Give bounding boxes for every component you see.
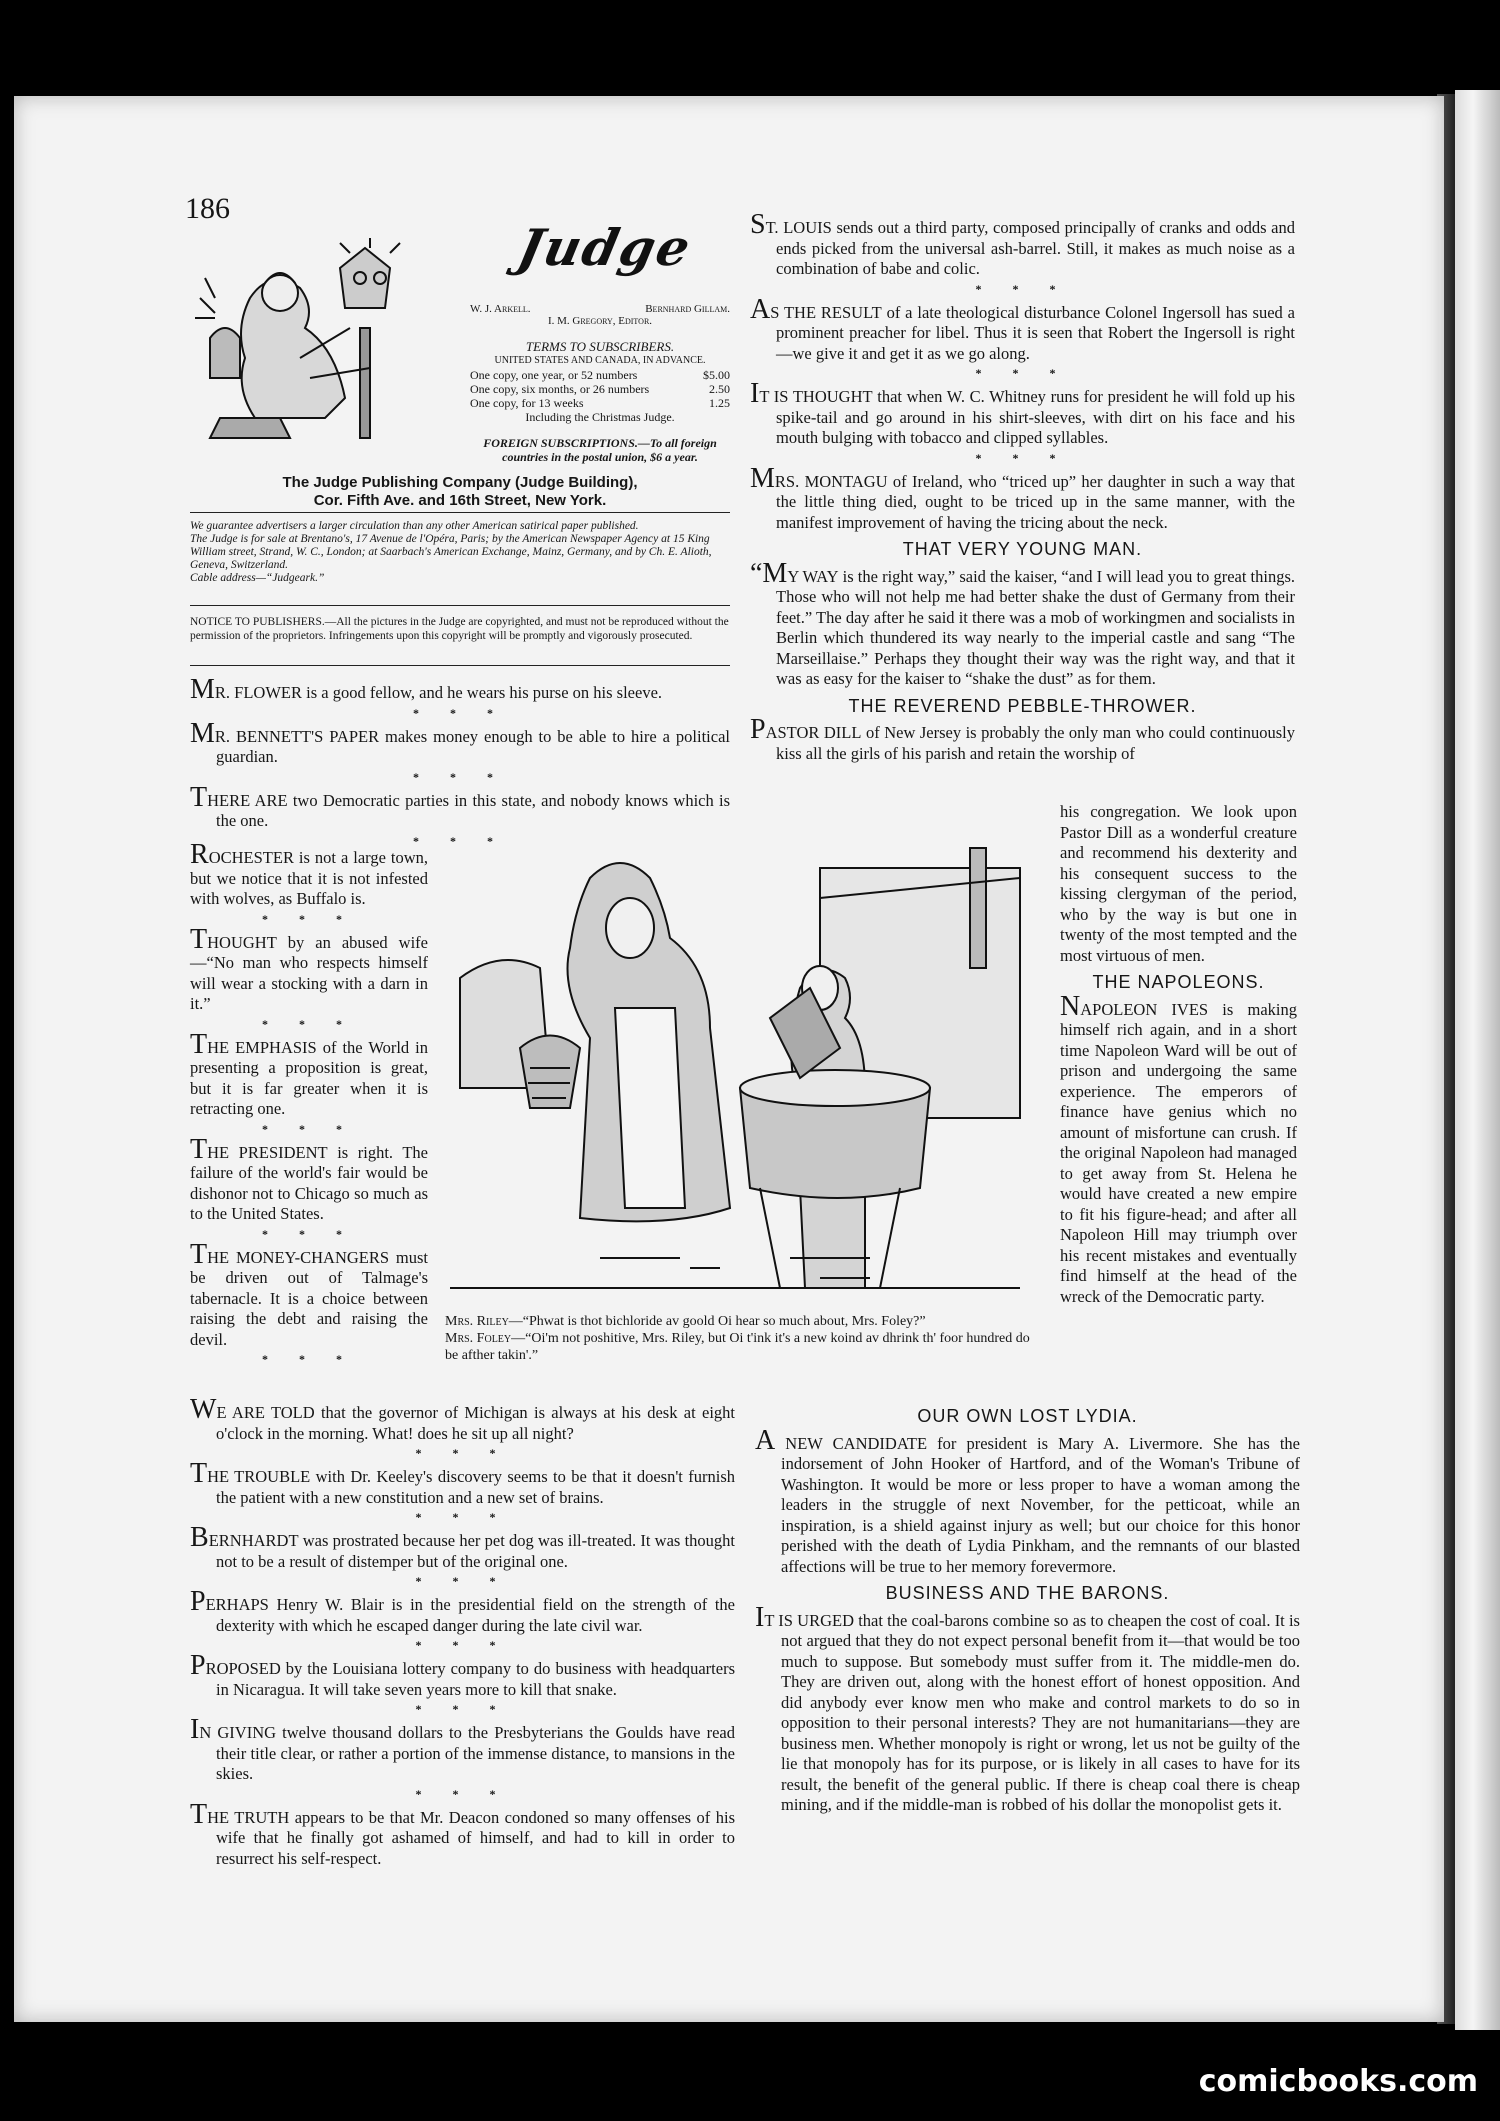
separator-stars: * * * bbox=[415, 1786, 510, 1801]
caption-foley: Mrs. Foley—“Oi'm not poshitive, Mrs. Riley, but Oi t'ink it's a new koind av dhrink th' foor hundred do be afther takin'.” bbox=[445, 1331, 1030, 1363]
paragraph: PASTOR DILL of New Jersey is probably the only man who could continuously kiss all the girls of his parish and retain the worship of bbox=[750, 714, 1295, 763]
paragraph: BERNHARDT was prostrated because her pet dog was ill-treated. It was thought not to be a result of distemper but of the original one. bbox=[190, 1522, 735, 1571]
cartoon-illustration bbox=[440, 838, 1030, 1308]
separator-stars: * * * bbox=[262, 1016, 356, 1031]
separator-stars: * * * bbox=[413, 769, 507, 784]
guarantee-block bbox=[190, 520, 730, 585]
separator-stars: * * * bbox=[262, 1121, 356, 1136]
separator-stars: * * * bbox=[415, 1574, 510, 1588]
guarantee-text: We guarantee advertisers a larger circulation than any other American satirical paper published. bbox=[190, 520, 639, 532]
paragraph: ST. LOUIS sends out a third party, composed principally of cranks and odds and ends picked from the universal ash-barrel. Still, it makes as much noise as a combination of babe and colic. bbox=[750, 209, 1296, 278]
separator-stars: * * * bbox=[415, 1510, 510, 1524]
heading-young-man: THAT VERY YOUNG MAN. bbox=[902, 539, 1143, 559]
paragraph: THOUGHT by an abused wife—“No man who respects himself will wear a stocking with a darn in it.” bbox=[190, 923, 428, 1013]
right-column-top bbox=[750, 209, 1296, 764]
heading-barons: BUSINESS AND THE BARONS. bbox=[885, 1583, 1170, 1603]
publisher-block bbox=[190, 474, 730, 510]
separator-stars: * * * bbox=[415, 1638, 510, 1652]
paragraph: THE TRUTH appears to be that Mr. Deacon condoned so many offenses of his wife that he finally got ashamed of himself, and had to kill in order to resurrect his self-respect. bbox=[190, 1798, 735, 1868]
paragraph: THE MONEY-CHANGERS must be driven out of Talmage's tabernacle. It is a choice between raising the debt and raising the devil. bbox=[190, 1238, 429, 1349]
separator-stars: * * * bbox=[262, 1226, 356, 1241]
right-column-narrow bbox=[1060, 802, 1297, 1307]
divider bbox=[190, 512, 730, 513]
terms-heading: TERMS TO SUBSCRIBERS. bbox=[525, 339, 675, 354]
separator-stars: * * * bbox=[975, 450, 1070, 465]
terms-line: One copy, for 13 weeks 1.25 bbox=[470, 396, 730, 410]
paragraph: THE EMPHASIS of the World in presenting a proposition is great, but it is far greater when it is retracting one. bbox=[190, 1028, 428, 1118]
watermark: comicbooks.com bbox=[1198, 2064, 1478, 2099]
divider bbox=[190, 665, 730, 666]
editor-left: W. J. Arkell. bbox=[470, 303, 531, 315]
publisher-name: The Judge Publishing Company (Judge Building), bbox=[282, 474, 638, 491]
paragraph: MR. BENNETT'S PAPER makes money enough to be able to hire a political guardian. bbox=[190, 717, 730, 766]
paragraph: IN GIVING twelve thousand dollars to the Presbyterians the Goulds have read their title clear, or rather a portion of the immense distance, to mansions in the skies. bbox=[190, 1714, 735, 1783]
divider bbox=[190, 605, 730, 606]
paragraph: PERHAPS Henry W. Blair is in the presidential field on the strength of the dexterity with which he escaped danger during the late civil war. bbox=[190, 1586, 735, 1635]
heading-pebble-thrower: THE REVEREND PEBBLE-THROWER. bbox=[848, 695, 1197, 716]
paragraph: NAPOLEON IVES is making himself rich again, and in a short time Napoleon Ward will be out of prison and undergoing the same experience. The emperors of finance have genius which no amount of misfortune can crush. If the original Napoleon had managed to get away from St. Helena he would have created a new empire to fit his figure-head; and after all Napoleon Hill may triumph over his recent mistakes and eventually find himself at the head of the wreck of the Democratic party. bbox=[1060, 990, 1298, 1306]
separator-stars: * * * bbox=[415, 1446, 510, 1460]
separator-stars: * * * bbox=[413, 833, 507, 848]
sale-text: The Judge is for sale at Brentano's, 17 Avenue de l'Opéra, Paris; by the American Newspaper Agency at 15 King William street, Strand, W. C., London; at Saarbach's American Exchange, Mainz, Germany, and by Ch. E. Alioth, Geneva, Switzerland. bbox=[190, 533, 712, 571]
subscription-terms bbox=[470, 340, 730, 464]
heading-napoleons: THE NAPOLEONS. bbox=[1092, 972, 1265, 992]
paragraph: MRS. MONTAGU of Ireland, who “triced up” her daughter in such a way that the little thing died, ought to be triced up in the same manner, with the manifest improvement of having the tricing about the neck. bbox=[750, 462, 1295, 532]
left-column-narrow bbox=[190, 839, 429, 1370]
paragraph: MR. FLOWER is a good fellow, and he wears his purse on his sleeve. bbox=[190, 674, 663, 705]
heading-lydia: OUR OWN LOST LYDIA. bbox=[917, 1406, 1138, 1426]
paragraph: A NEW CANDIDATE for president is Mary A. Livermore. She has the indorsement of John Hooker of Hartford, and of the Woman's Tribune of Washington. It would be more or less proper to have a woman among the leaders in the struggle of next November, for the petticoat, while an inspiration, is a shield against injury as well; but our choice for this honor perished with the death of Lydia Pinkham, and the remnants of our blasted affections will be true to her memory forevermore. bbox=[755, 1424, 1300, 1576]
terms-line: One copy, one year, or 52 numbers $5.00 bbox=[470, 368, 730, 382]
paragraph: IT IS URGED that the coal-barons combine so as to cheapen the cost of coal. It is not argued that they do not expect personal benefit from it—that would be too much to suppose. But somebody must suffer from it. The middle-men do. They are driven out, along with the honest effort of honest opposition. And did anybody ever know men who make and control markets to do so in opposition to their personal interests? They are not humanitarians—they are business men. Whether monopoly is right or wrong, let us not be guilty of the lie that monopoly has for its purpose, or is likely in all cases to have for its result, the benefit of the general public. If there is cheap coal there is cheap mining, and if the middle-man is robbed of his dollar the monopolist gets it. bbox=[755, 1601, 1300, 1814]
paragraph: AS THE RESULT of a late theological disturbance Colonel Ingersoll has sued a prominent preacher for libel. Thus it is seen that Robert the Ingersoll is right—we give it and get it as we go along. bbox=[750, 293, 1295, 363]
judge-illustration bbox=[190, 238, 440, 453]
paragraph: WE ARE TOLD that the governor of Michigan is always at his desk at eight o'clock in the morning. What! does he sit up all night? bbox=[190, 1394, 736, 1443]
left-column-top bbox=[190, 674, 731, 852]
masthead-logo: Judge bbox=[512, 218, 698, 277]
terms-foreign: FOREIGN SUBSCRIPTIONS.—To all foreign countries in the postal union, $6 a year. bbox=[483, 436, 717, 464]
editor-line: I. M. Gregory, Editor. bbox=[547, 315, 653, 327]
next-page-edge bbox=[1455, 90, 1500, 2030]
paragraph: THE TROUBLE with Dr. Keeley's discovery seems to be that it doesn't furnish the patient with a new constitution and a new set of brains. bbox=[190, 1458, 735, 1507]
separator-stars: * * * bbox=[262, 1352, 356, 1366]
paragraph: PROPOSED by the Louisiana lottery company to do business with headquarters in Nicaragua. It will take seven years more to kill that snake. bbox=[190, 1650, 735, 1699]
right-column-bottom bbox=[755, 1400, 1300, 1816]
separator-stars: * * * bbox=[415, 1702, 510, 1716]
paragraph: ROCHESTER is not a large town, but we notice that it is not infested with wolves, as Buffalo is. bbox=[190, 839, 428, 908]
caption-riley: Mrs. Riley—“Phwat is thot bichloride av goold Oi hear so much about, Mrs. Foley?” bbox=[445, 1314, 926, 1329]
cable-text: Cable address—“Judgeark.” bbox=[190, 572, 325, 584]
paragraph: THE PRESIDENT is right. The failure of the world's fair would be dishonor not to Chicago so much as to the United States. bbox=[190, 1133, 428, 1223]
terms-christmas: Including the Christmas Judge. bbox=[525, 410, 675, 424]
left-column-bottom bbox=[190, 1394, 736, 1869]
editor-right: Bernhard Gillam. bbox=[645, 303, 730, 315]
paragraph: IT IS THOUGHT that when W. C. Whitney runs for president he will fold up his spike-tail and go around in his shirt-sleeves, with dirt on his face and his mouth bulging with tobacco and clipped syllables. bbox=[750, 378, 1295, 447]
editors-block bbox=[470, 303, 730, 327]
separator-stars: * * * bbox=[975, 281, 1070, 296]
paragraph: his congregation. We look upon Pastor Dill as a wonderful creature and recommend his dexterity and his consequent success to the kissing clergyman of the period, who by the way is but one in twenty of the most tempted and the most virtuous of men. bbox=[1060, 802, 1297, 965]
separator-stars: * * * bbox=[262, 911, 356, 926]
publisher-address: Cor. Fifth Ave. and 16th Street, New York. bbox=[313, 492, 607, 509]
cartoon-caption bbox=[445, 1313, 1040, 1364]
separator-stars: * * * bbox=[413, 705, 507, 720]
terms-region: UNITED STATES AND CANADA, IN ADVANCE. bbox=[494, 355, 706, 366]
notice-to-publishers: NOTICE TO PUBLISHERS.—All the pictures in the Judge are copyrighted, and must not be reproduced without the permission of the proprietors. Infringements upon this copyright will be promptly and vigorously prosecuted. bbox=[190, 616, 729, 642]
paragraph: “MY WAY is the right way,” said the kaiser, “and I will lead you to great things. Those who will not help me had better shake the dust of Germany from their feet.” The day after he said it there was a mob of workingmen and socialists in Berlin which thundered its way nearly to the imperial castle and sang “The Marseillaise.” Perhaps they thought their way was the right way, and that it was as easy for the kaiser to “shake the dust” as for them. bbox=[750, 557, 1296, 688]
terms-line: One copy, six months, or 26 numbers 2.50 bbox=[470, 382, 730, 396]
separator-stars: * * * bbox=[975, 366, 1070, 380]
masthead bbox=[505, 218, 705, 288]
page-number: 186 bbox=[185, 192, 230, 225]
paragraph: THERE ARE two Democratic parties in this state, and nobody knows which is the one. bbox=[190, 781, 731, 830]
